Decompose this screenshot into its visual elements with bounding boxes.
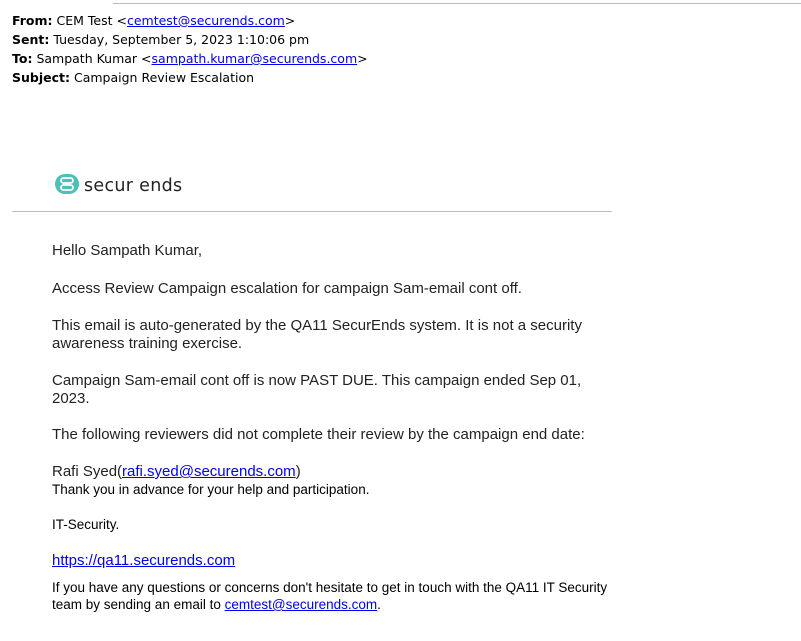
header-divider [12, 211, 612, 212]
subject-row [12, 68, 368, 87]
to-row: To: Sampath Kumar <sampath.kumar@securends.com> [12, 51, 368, 66]
from-label: From: [12, 13, 53, 28]
sent-value: Tuesday, September 5, 2023 1:10:06 pm [53, 32, 310, 47]
top-border-line [113, 3, 801, 4]
from-name: CEM Test [56, 13, 113, 28]
subject-value: Campaign Review Escalation [73, 70, 255, 85]
auto-generated-note: This email is auto-generated by the QA11 SecurEnds system. It is not a security awareness training exercise. [52, 317, 582, 352]
reviewer-name: Rafi Syed [52, 463, 118, 480]
footer-note [52, 579, 612, 613]
email-header [12, 11, 368, 87]
securends-logo-icon [55, 173, 79, 200]
past-due-note: Campaign Sam-email cont off is now PAST DUE. This campaign ended Sep 01, 2023. [52, 372, 582, 407]
footer-email-link[interactable]: cemtest@securends.com [224, 597, 378, 612]
footer-prefix: If you have any questions or concerns don't hesitate to get in touch with the QA11 IT Security team by sending an email to [52, 580, 608, 612]
site-link[interactable]: https://qa11.securends.com [52, 552, 236, 569]
escalation-line: Access Review Campaign escalation for campaign Sam-email cont off. [52, 280, 522, 297]
signature: IT-Security. [52, 517, 120, 532]
to-name: Sampath Kumar [36, 51, 138, 66]
sent-label: Sent: [12, 32, 50, 47]
thanks-line: Thank you in advance for your help and participation. [52, 482, 370, 497]
securends-logo [55, 175, 182, 197]
reviewer-email-link[interactable]: rafi.syed@securends.com [122, 463, 296, 480]
footer-suffix: . [377, 597, 381, 612]
reviewer-row: Rafi Syed(rafi.syed@securends.com) [52, 463, 301, 480]
sent-row [12, 30, 368, 49]
to-label: To: [12, 51, 33, 66]
from-row: From: CEM Test <cemtest@securends.com> [12, 13, 296, 28]
subject-label: Subject: [12, 70, 70, 85]
to-email-link[interactable]: sampath.kumar@securends.com [151, 51, 358, 66]
greeting: Hello Sampath Kumar, [52, 242, 203, 259]
from-email-link[interactable]: cemtest@securends.com [126, 13, 285, 28]
reviewers-intro: The following reviewers did not complete their review by the campaign end date: [52, 426, 585, 443]
logo-text: secur ends [84, 176, 183, 196]
